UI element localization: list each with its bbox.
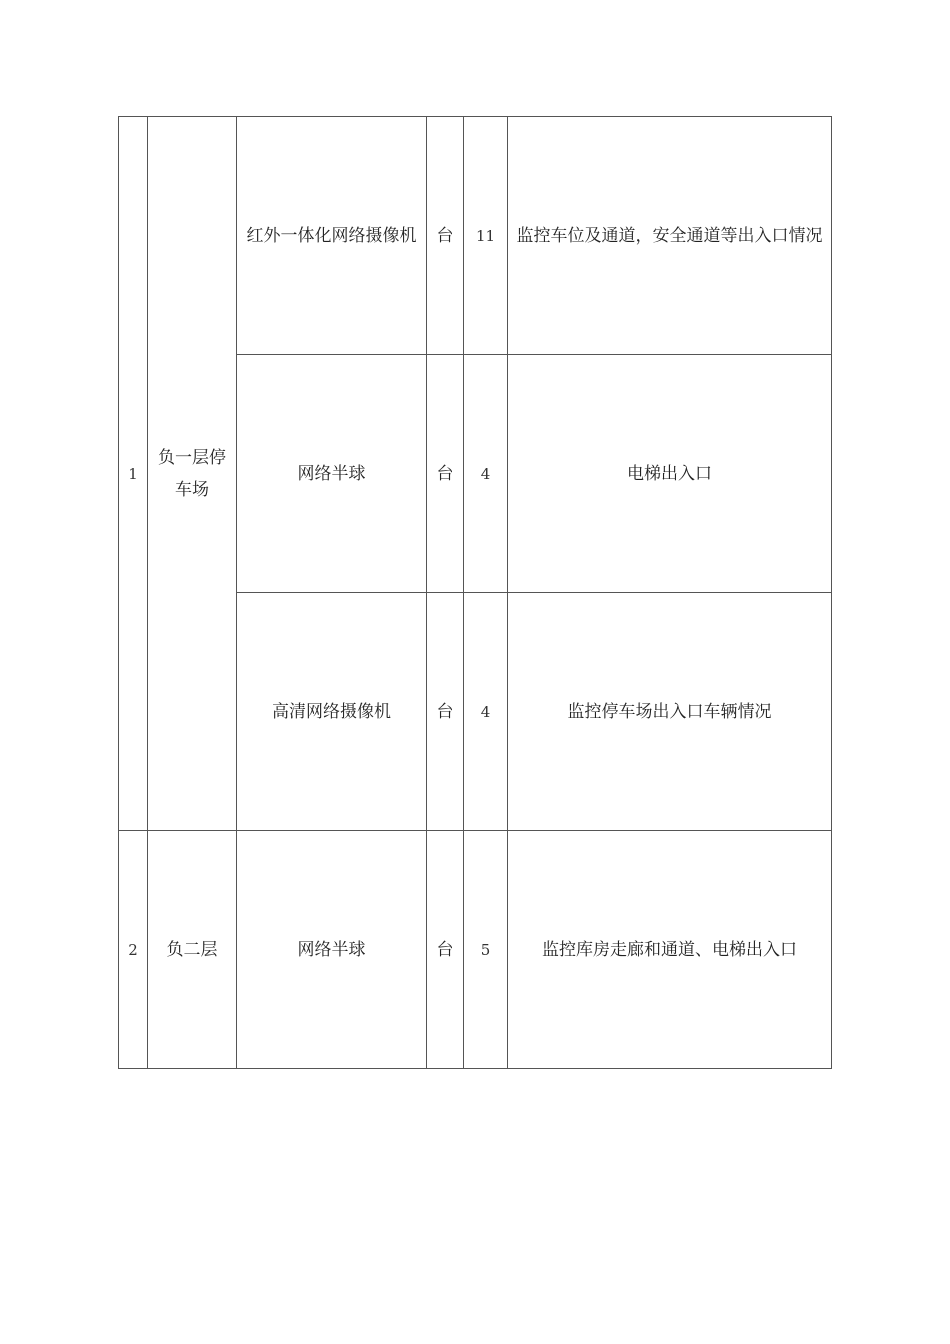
equipment-table	[118, 116, 832, 1069]
location-cell: 负二层	[148, 831, 237, 1069]
quantity-cell: 4	[464, 593, 508, 831]
quantity-cell: 4	[464, 355, 508, 593]
row-index-cell: 1	[119, 117, 148, 831]
purpose-cell: 监控车位及通道，安全通道等出入口情况	[508, 117, 832, 355]
unit-cell: 台	[427, 593, 464, 831]
device-cell: 网络半球	[237, 831, 427, 1069]
table-row	[119, 831, 832, 1069]
quantity-cell: 5	[464, 831, 508, 1069]
row-index-cell: 2	[119, 831, 148, 1069]
unit-cell: 台	[427, 355, 464, 593]
purpose-cell: 电梯出入口	[508, 355, 832, 593]
unit-cell: 台	[427, 831, 464, 1069]
quantity-cell: 11	[464, 117, 508, 355]
device-cell: 高清网络摄像机	[237, 593, 427, 831]
purpose-cell: 监控库房走廊和通道、电梯出入口	[508, 831, 832, 1069]
location-cell: 负一层停车场	[148, 117, 237, 831]
device-cell: 红外一体化网络摄像机	[237, 117, 427, 355]
unit-cell: 台	[427, 117, 464, 355]
device-cell: 网络半球	[237, 355, 427, 593]
table-row	[119, 117, 832, 355]
purpose-cell: 监控停车场出入口车辆情况	[508, 593, 832, 831]
